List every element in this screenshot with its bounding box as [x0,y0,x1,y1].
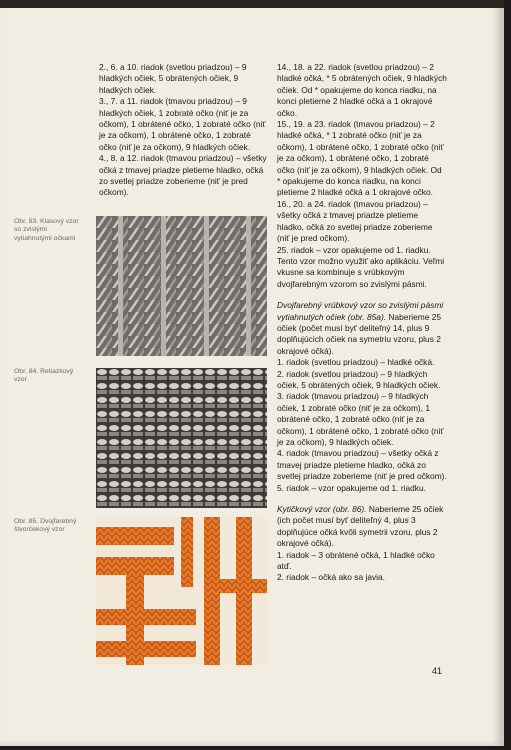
section-title: Dvojfarebný vrúbkový vzor so zvislými pásmi vytiahnutých očiek (obr. 85a). [277,300,444,322]
knit-photo-83 [96,216,267,356]
right-text-column [277,62,447,584]
paragraph: 3., 7. a 11. riadok (tmavou priadzou) – 9 hladkých očiek, 1 zobraté očko (niť je za očkom), 1 obrátené očko, 1 zobraté očko (niť je za očkom), 1 obrátené očko, 1 zobraté očko (niť je za očkom), 9 hladkých očiek. [99,96,266,152]
section-title: Kytičkový vzor (obr. 86). [277,504,367,515]
paragraph: 3. riadok (tmavou priadzou) – 9 hladkých očiek, 1 zobraté očko (niť je za očkom), 1 obrátené očko, 1 zobraté očko (niť je za očkom), 1 obrátené očko, 1 zobraté očko (niť je za očkom), 9 hladkých očiek. [277,391,444,447]
knit-photo-85 [96,517,267,665]
paragraph-text: Naberieme 25 očiek (ich počet musí byť deliteľný 4, plus 3 doplňujúce očká kvôli symetrii vzoru, plus 2 okrajové očká). [277,504,444,549]
figure-caption-83: Obr. 83. Klasový vzor so zvislými vytiahnutými očkami [14,218,79,242]
section-paragraph-85a [277,300,447,357]
paragraph: 1. riadok – 3 obrátené očká, 1 hladké očko atď. [277,549,435,572]
knit-texture-85 [96,517,267,665]
knit-texture-83 [96,216,267,356]
paragraph: Tento vzor možno využiť ako aplikáciu. Veľmi vkusne sa kombinuje s vrúbkovým dvojfarebným vzorom so zvislými pásmi. [277,255,445,289]
page-number: 41 [432,666,443,676]
paragraph: 2. riadok – očká ako sa javia. [277,572,386,583]
paragraph: 1. riadok (svetlou priadzou) – hladké očká. [277,357,435,368]
paragraph: 25. riadok – vzor opakujeme od 1. riadku. [277,244,431,255]
page-top-edge [0,0,504,8]
paragraph-text: Naberieme 25 očiek (počet musí byť deliteľný 14, plus 9 doplňujúcich očiek na symetriu vzoru, plus 2 okrajové očká). [277,311,442,356]
paragraph: 4. riadok (tmavou priadzou) – všetky očká z tmavej priadze pletieme hladko, očká zo svetlej priadze zoberieme (niť je pred očkom). [277,448,447,482]
paragraph: 16., 20. a 24. riadok (tmavou priadzou) – všetky očká z tmavej priadze pletieme hladko, očká zo svetlej priadze zoberieme (niť je pred očkom). [277,198,433,244]
paragraph: 4., 8. a 12. riadok (tmavou priadzou) – všetky očká z tmavej priadze pletieme hladko, očká zo svetlej priadze zoberieme (niť je pred očkom). [99,153,267,198]
figure-caption-84: Obr. 84. Retiazkový vzor [14,368,74,384]
paragraph: 5. riadok – vzor opakujeme od 1. riadku. [277,482,426,493]
knit-photo-84 [96,368,267,508]
figure-caption-85: Obr. 85. Dvojfarebný štvorčekový vzor [14,518,77,534]
paragraph: 15., 19. a 23. riadok (tmavou priadzou) – 2 hladké očká, * 1 zobraté očko (niť je za očkom), 1 obrátené očko, 1 zobraté očko (niť je za očkom), 1 obrátené očko, 1 zobraté očko (niť je za očkom), 9 hladkých očiek. Od * opakujeme do konca riadku, na konci pletieme 2 hladké očká a 1 okrajové očko. [277,119,444,198]
paragraph: 2., 6. a 10. riadok (svetlou priadzou) – 9 hladkých očiek, 5 obrátených očiek, 9 hladkých očiek. [99,62,247,95]
left-text-column [99,62,267,199]
section-paragraph-86 [277,504,447,550]
paragraph: 2. riadok (svetlou priadzou) – 9 hladkých očiek, 5 obrátených očiek, 9 hladkých očiek. [277,368,441,390]
paragraph: 14., 18. a 22. riadok (svetlou priadzou) – 2 hladké očká, * 5 obrátených očiek, 9 hladkých očiek. Od * opakujeme do konca riadku, na konci pletieme 2 hladké očká a 1 okrajové očko. [277,62,447,118]
knit-texture-84 [96,368,267,508]
